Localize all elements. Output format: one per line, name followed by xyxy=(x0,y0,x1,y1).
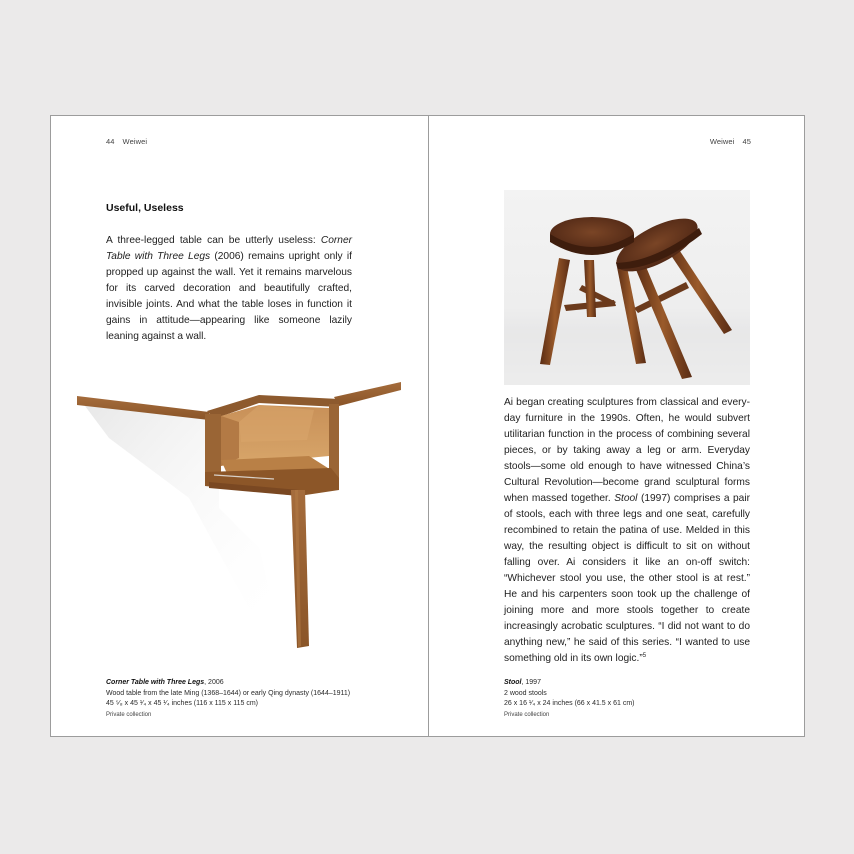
corner-table-photo-icon xyxy=(69,378,409,650)
body-paragraph xyxy=(106,233,352,345)
caption-dimensions: 26 x 16 ¹⁄₄ x 24 inches (66 x 41.5 x 61 cm) xyxy=(504,700,635,707)
paragraph-text: A three-legged table can be utterly useless: xyxy=(106,235,321,246)
caption-collection: Private collection xyxy=(106,711,152,718)
caption-medium: 2 wood stools xyxy=(504,689,547,697)
paragraph-text: (1997) comprises a pair of stools, each with three legs and one seat, carefully recombined to retain the patina of use. Melded in this way, the resulting object is difficult to sit on without falling over. Ai considers it like an on-off switch: “Whichever stool you use, the other stool is at rest.” He and his carpenters soon took up the challenge of joining more and more stools together to create increasingly acrobatic sculptures. “I did not want to do anything new,” he said of this series. “I wanted to use something old in its own logic.” xyxy=(504,493,750,664)
caption-year: , 1997 xyxy=(521,679,541,686)
book-spread xyxy=(50,115,805,737)
stool-photo-icon xyxy=(504,190,750,385)
caption-year: , 2006 xyxy=(204,679,224,686)
figure-caption-right xyxy=(504,678,634,720)
caption-dimensions: 45 ⁵⁄₈ x 45 ¹⁄₄ x 45 ¹⁄₄ inches (116 x 115 x 115 cm) xyxy=(106,700,258,707)
caption-title: Corner Table with Three Legs xyxy=(106,679,205,686)
figure-caption-left xyxy=(106,678,350,720)
body-paragraph xyxy=(504,395,750,667)
caption-title: Stool xyxy=(504,679,522,686)
running-head-right xyxy=(710,137,751,146)
artwork-title-inline: Stool xyxy=(614,493,638,504)
running-head-title: Weiwei xyxy=(709,137,735,146)
caption-title-line xyxy=(106,678,350,689)
running-head-left xyxy=(106,137,147,146)
page-number: 45 xyxy=(742,137,751,146)
right-page xyxy=(429,116,806,736)
footnote-marker[interactable]: 5 xyxy=(642,653,647,659)
section-title: Useful, Useless xyxy=(106,202,184,214)
caption-collection: Private collection xyxy=(504,711,550,718)
stool-photo xyxy=(504,190,750,385)
running-head-title: Weiwei xyxy=(122,137,148,146)
corner-table-photo xyxy=(69,378,409,650)
caption-medium: Wood table from the late Ming (1368–1644) or early Qing dynasty (1644–1911) xyxy=(106,689,351,697)
artwork-title-inline: Corner Table with Three Legs xyxy=(106,235,352,262)
paragraph-text: (2006) remains upright only if propped up against the wall. Yet it remains marvelous for its carved decoration and beautifully crafted, invisible joints. And what the table loses in function it gains in attitude—appearing like someone lazily leaning against a wall. xyxy=(106,251,352,342)
left-page xyxy=(51,116,428,736)
page-number: 44 xyxy=(106,137,115,146)
caption-title-line xyxy=(504,678,634,689)
paragraph-text: Ai began creating sculptures from classical and everyday furniture in the 1990s. Often, he would subvert utilitarian function in the process of combining several pieces, or by taking away a leg or arm. Everyday stools—some old enough to have witnessed China’s Cultural Revolution—become grand sculptural forms when massed together. xyxy=(504,397,750,504)
